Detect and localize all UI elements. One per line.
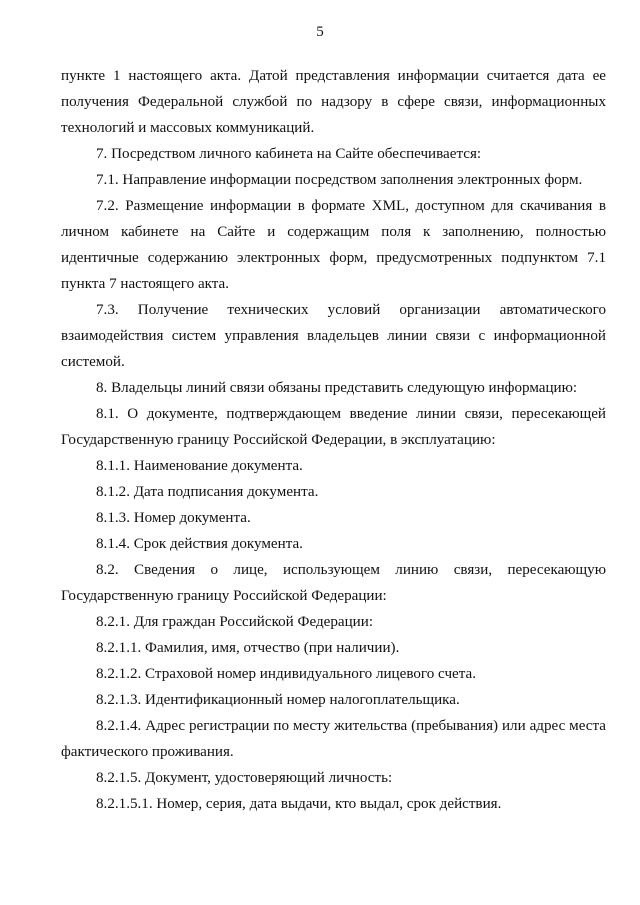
paragraph-7-2: 7.2. Размещение информации в формате XML, доступном для скачивания в личном кабинете на Сайте и содержащим поля к заполнению, полностью идентичные содержанию электронных форм, предусмотренных подпунктом 7.1 пункта 7 настоящего акта. — [61, 198, 606, 292]
paragraph-8-2-1-5-1: 8.2.1.5.1. Номер, серия, дата выдачи, кто выдал, срок действия. — [96, 796, 502, 812]
paragraph-7-1: 7.1. Направление информации посредством заполнения электронных форм. — [96, 172, 583, 188]
paragraph-8-2-1-3: 8.2.1.3. Идентификационный номер налогоплательщика. — [96, 692, 460, 708]
document-body — [61, 63, 606, 817]
paragraph-8-2-1-5: 8.2.1.5. Документ, удостоверяющий личность: — [96, 770, 393, 786]
paragraph-8-1-3: 8.1.3. Номер документа. — [96, 510, 251, 526]
paragraph-8-2-1-4: 8.2.1.4. Адрес регистрации по месту жительства (пребывания) или адрес места фактического проживания. — [61, 718, 606, 760]
paragraph-7: 7. Посредством личного кабинета на Сайте обеспечивается: — [96, 146, 482, 162]
paragraph-8-2: 8.2. Сведения о лице, использующем линию связи, пересекающую Государственную границу Российской Федерации: — [61, 562, 606, 604]
paragraph-8-1-1: 8.1.1. Наименование документа. — [96, 458, 303, 474]
paragraph-8-1: 8.1. О документе, подтверждающем введение линии связи, пересекающей Государственную границу Российской Федерации, в эксплуатацию: — [61, 406, 606, 448]
paragraph-8-1-2: 8.1.2. Дата подписания документа. — [96, 484, 319, 500]
paragraph-8-2-1: 8.2.1. Для граждан Российской Федерации: — [96, 614, 374, 630]
paragraph-continuation: пункте 1 настоящего акта. Датой представления информации считается дата ее получения Федеральной службой по надзору в сфере связи, информационных технологий и массовых коммуникаций. — [61, 68, 606, 136]
paragraph-7-3: 7.3. Получение технических условий организации автоматического взаимодействия систем управления владельцев линии связи с информационной системой. — [61, 302, 606, 370]
paragraph-8-2-1-2: 8.2.1.2. Страховой номер индивидуального лицевого счета. — [96, 666, 476, 682]
paragraph-8-1-4: 8.1.4. Срок действия документа. — [96, 536, 303, 552]
paragraph-8-2-1-1: 8.2.1.1. Фамилия, имя, отчество (при наличии). — [96, 640, 400, 656]
paragraph-8: 8. Владельцы линий связи обязаны представить следующую информацию: — [96, 380, 578, 396]
page-number: 5 — [316, 24, 324, 40]
